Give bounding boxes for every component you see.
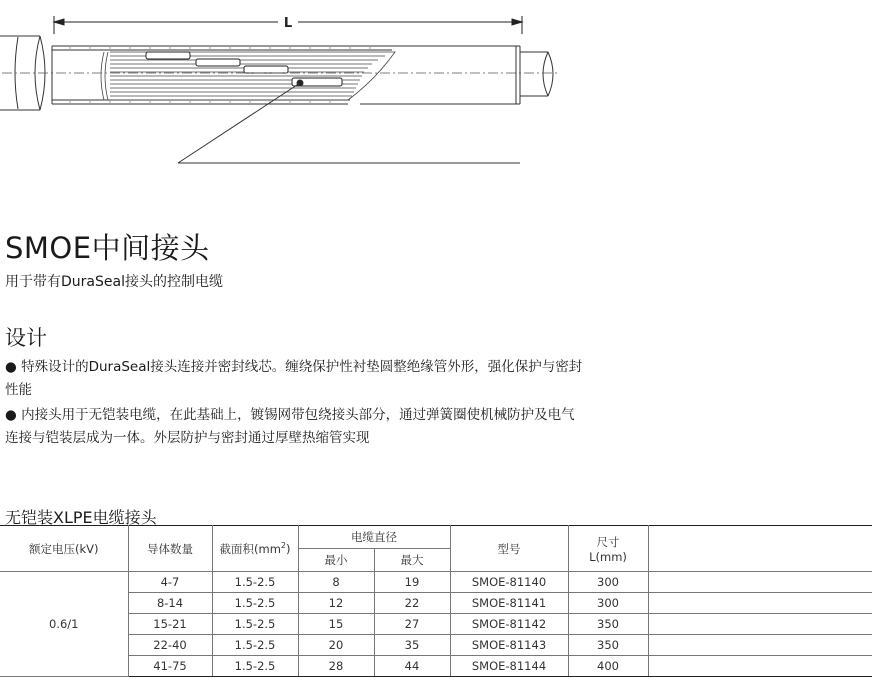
page-subtitle: 用于带有DuraSeal接头的控制电缆 [5,274,223,290]
table-row [0,572,872,593]
header-size: 尺寸 L(mm) [568,526,648,572]
conductors-cell: 41-75 [128,656,212,677]
voltage-cell: 0.6/1 [0,572,128,677]
section-cell: 1.5-2.5 [212,635,298,656]
blank-cell [648,656,872,677]
page-title: SMOE中间接头 [5,231,210,265]
blank-cell [648,614,872,635]
splice-drawing [0,0,872,200]
table-title: 无铠装XLPE电缆接头 [5,508,157,527]
min-cell: 20 [298,635,374,656]
max-cell: 27 [374,614,450,635]
section-cell: 1.5-2.5 [212,593,298,614]
duraseal-connectors [146,52,342,86]
model-cell: SMOE-81141 [450,593,568,614]
section-cell: 1.5-2.5 [212,572,298,593]
table-row [0,635,872,656]
model-cell: SMOE-81140 [450,572,568,593]
header-model: 型号 [450,526,568,572]
spec-table [0,525,872,677]
conductors-cell: 15-21 [128,614,212,635]
length-cell: 350 [568,635,648,656]
section-cell: 1.5-2.5 [212,656,298,677]
table-row [0,656,872,677]
blank-cell [648,635,872,656]
blank-cell [648,572,872,593]
blank-cell [648,593,872,614]
model-cell: SMOE-81144 [450,656,568,677]
cutaway-conductors [101,52,395,100]
header-section: 截面积$(mm^2)$ [212,526,298,572]
table-row [0,614,872,635]
heat-shrink-tube [52,46,520,104]
min-cell: 28 [298,656,374,677]
max-cell: 22 [374,593,450,614]
table-row [0,593,872,614]
conductors-cell: 22-40 [128,635,212,656]
dimension-label: L [283,16,293,31]
conductors-cell: 4-7 [128,572,212,593]
max-cell: 44 [374,656,450,677]
min-cell: 8 [298,572,374,593]
min-cell: 12 [298,593,374,614]
model-cell: SMOE-81142 [450,614,568,635]
header-max: 最大 [374,549,450,572]
length-cell: 400 [568,656,648,677]
model-cell: SMOE-81143 [450,635,568,656]
section-cell: 1.5-2.5 [212,614,298,635]
length-cell: 350 [568,614,648,635]
header-conductors: 导体数量 [128,526,212,572]
header-min: 最小 [298,549,374,572]
header-blank [648,526,872,572]
header-voltage: 额定电压(kV) [0,526,128,572]
length-cell: 300 [568,593,648,614]
max-cell: 19 [374,572,450,593]
min-cell: 15 [298,614,374,635]
design-bullet-1: ● 特殊设计的DuraSeal接头连接并密封线芯。缠绕保护性衬垫圆整绝缘管外形，强化保护与密封性能 [5,359,583,398]
length-cell: 300 [568,572,648,593]
design-heading: 设计 [5,326,47,350]
max-cell: 35 [374,635,450,656]
design-bullet-2: ● 内接头用于无铠装电缆，在此基础上，镀锡网带包绕接头部分，通过弹簧圈使机械防护及电气连接与铠装层成为一体。外层防护与密封通过厚壁热缩管实现 [5,407,575,446]
header-diameter: 电缆直径 [298,526,450,549]
right-cable [520,52,553,96]
conductors-cell: 8-14 [128,593,212,614]
